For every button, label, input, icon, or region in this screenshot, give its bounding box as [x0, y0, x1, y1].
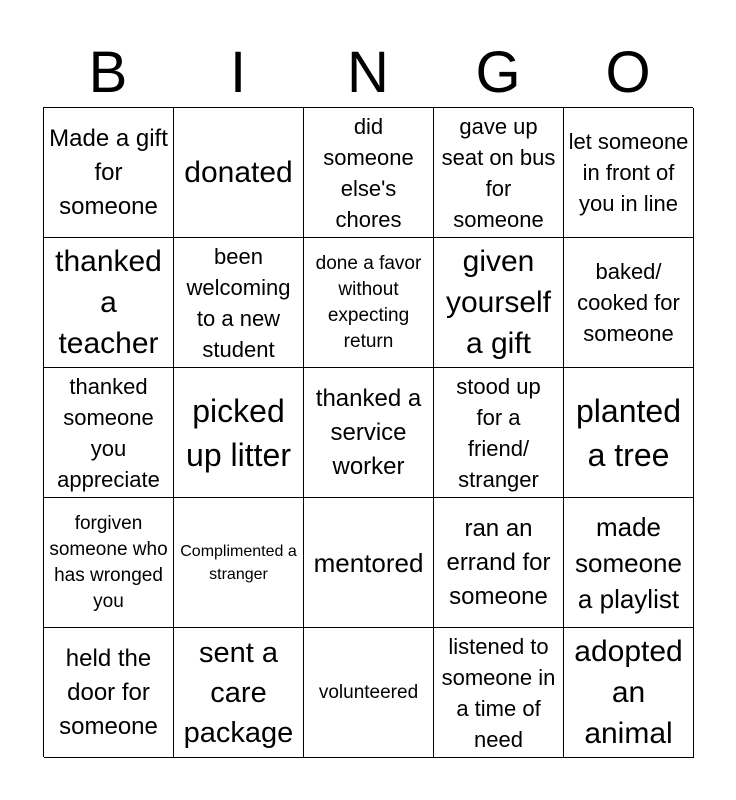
bingo-cell-r2-c4[interactable]: [434, 238, 564, 368]
bingo-cell-text: picked up litter: [186, 392, 291, 473]
bingo-cell-text: held the door for someone: [59, 644, 158, 740]
header-letter-o: O: [605, 40, 651, 105]
bingo-cell-r1-c3[interactable]: [304, 108, 434, 238]
bingo-cell-r5-c5[interactable]: [564, 628, 694, 758]
bingo-cell-text: let someone in front of you in line: [568, 129, 689, 216]
bingo-cell-text: thanked a teacher: [55, 245, 162, 360]
bingo-cell-text: Made a gift for someone: [49, 124, 168, 220]
bingo-cell-r1-c4[interactable]: [434, 108, 564, 238]
bingo-cell-text: thanked someone you appreciate: [57, 373, 160, 492]
bingo-cell-r5-c1[interactable]: [44, 628, 174, 758]
bingo-cell-text: Complimented a stranger: [180, 542, 297, 583]
bingo-cell-r2-c1[interactable]: [44, 238, 174, 368]
bingo-cell-r3-c5[interactable]: [564, 368, 694, 498]
bingo-cell-r1-c5[interactable]: [564, 108, 694, 238]
bingo-card-grid: [43, 107, 693, 757]
header-letter-i: I: [229, 40, 247, 105]
bingo-cell-text: ran an errand for someone: [446, 514, 551, 610]
bingo-cell-r3-c2[interactable]: [174, 368, 304, 498]
bingo-header: [43, 40, 693, 106]
bingo-cell-r3-c3[interactable]: [304, 368, 434, 498]
bingo-cell-text: adopted an animal: [574, 635, 683, 750]
bingo-cell-text: gave up seat on bus for someone: [441, 113, 556, 232]
bingo-cell-r2-c2[interactable]: [174, 238, 304, 368]
bingo-cell-text: made someone a playlist: [575, 511, 682, 614]
bingo-cell-text: stood up for a friend/ stranger: [456, 373, 541, 492]
bingo-cell-text: mentored: [313, 547, 424, 578]
bingo-cell-r4-c5[interactable]: [564, 498, 694, 628]
bingo-cell-text: sent a care package: [183, 636, 294, 749]
bingo-cell-r4-c4[interactable]: [434, 498, 564, 628]
header-letter-b: B: [88, 40, 128, 105]
bingo-cell-r1-c2[interactable]: [174, 108, 304, 238]
bingo-cell-text: donated: [184, 156, 293, 189]
bingo-cell-r5-c4[interactable]: [434, 628, 564, 758]
bingo-cell-r4-c2[interactable]: [174, 498, 304, 628]
bingo-cell-text: thanked a service worker: [315, 384, 422, 480]
bingo-cell-text: planted a tree: [576, 392, 681, 473]
bingo-cell-text: forgiven someone who has wronged you: [49, 512, 168, 612]
bingo-cell-text: been welcoming to a new student: [186, 243, 291, 362]
bingo-cell-text: listened to someone in a time of need: [441, 633, 556, 752]
bingo-cell-text: done a favor without expecting return: [315, 252, 422, 352]
header-letter-g: G: [475, 40, 521, 105]
bingo-cell-r2-c5[interactable]: [564, 238, 694, 368]
bingo-cell-r1-c1[interactable]: [44, 108, 174, 238]
bingo-cell-text: given yourself a gift: [445, 245, 552, 360]
bingo-cell-r5-c3[interactable]: [304, 628, 434, 758]
header-letter-n: N: [347, 40, 389, 105]
bingo-cell-text: baked/ cooked for someone: [577, 259, 680, 346]
bingo-cell-r5-c2[interactable]: [174, 628, 304, 758]
bingo-cell-text: did someone else's chores: [323, 113, 414, 232]
bingo-cell-r2-c3[interactable]: [304, 238, 434, 368]
bingo-cell-text: volunteered: [318, 681, 419, 703]
bingo-cell-r3-c4[interactable]: [434, 368, 564, 498]
bingo-cell-r4-c1[interactable]: [44, 498, 174, 628]
bingo-cell-r4-c3[interactable]: [304, 498, 434, 628]
bingo-cell-r3-c1[interactable]: [44, 368, 174, 498]
